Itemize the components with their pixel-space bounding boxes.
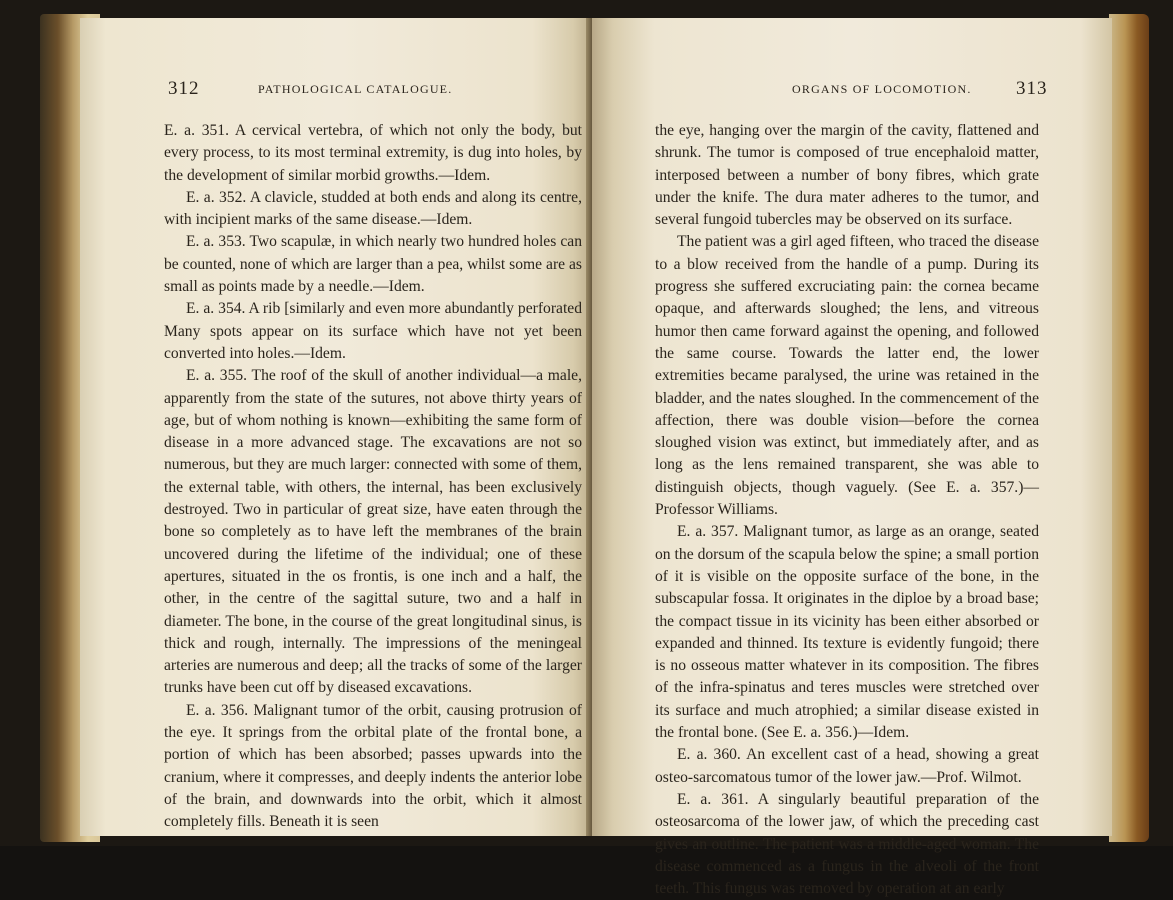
right-running-head: [592, 78, 1112, 102]
left-body-text: [164, 120, 582, 834]
left-page: [80, 18, 594, 836]
paragraph-357: E. a. 357. Malignant tumor, as large as an orange, seated on the dorsum of the scapula below the spine; a small portion of it is visible on the opposite surface of the bone, in the subscapular fossa. It originates in the diploe by a broad base; the compact tissue in its vicinity has been either absorbed or expanded and thinned. Its texture is evidently fungoid; there is no osseous matter whatever in its composition. The fibres of the infra-spinatus and teres muscles were stretched over its surface and much atrophied; a similar disease existed in the frontal bone. (See E. a. 356.)—Idem.: [655, 523, 1039, 742]
paragraph-355: E. a. 355. The roof of the skull of another individual—a male, apparently from the state of the sutures, not above thirty years of age, but of whom nothing is known—exhibiting the same form of disease in a more advanced stage. The excavations are not so numerous, but they are much larger: connected with some of them, the external table, with others, the internal, has been exclusively destroyed. Two in particular of great size, have eaten through the bone so completely as to have left the membranes of the brain uncovered during the lifetime of the individual; one of these apertures, situated in the os frontis, is one inch and a half, the other, in the centre of the sagittal suture, two and a half in diameter. The bone, in the course of the great longitudinal sinus, is thick and rough, internally. The impressions of the meningeal arteries are numerous and deep; all the tracks of some of the larger trunks have been cut off by diseased excavations.: [164, 367, 582, 697]
paragraph-354: E. a. 354. A rib [similarly and even more abundantly perforated Many spots appear on its surface which have not yet been converted into holes.—Idem.: [164, 300, 582, 362]
paragraph-356: E. a. 356. Malignant tumor of the orbit, causing protrusion of the eye. It springs from the orbital plate of the frontal bone, a portion of which has been absorbed; passes upwards into the cranium, where it compresses, and deeply indents the anterior lobe of the brain, and downwards into the orbit, which it almost completely fills. Beneath it is seen: [164, 701, 582, 831]
paragraph-356-continued: the eye, hanging over the margin of the cavity, flattened and shrunk. The tumor is composed of true encephaloid matter, interposed between a number of bony fibres, which grate under the knife. The dura mater adheres to the tumor, and several fungoid tubercles may be observed on its surface.: [655, 122, 1039, 229]
paragraph-361: E. a. 361. A singularly beautiful preparation of the osteosarcoma of the lower jaw, of which the preceding cast gives an outline. The patient was a middle-aged woman. The disease commenced as a fungus in the alveoli of the front teeth. This fungus was removed by operation at an early: [655, 790, 1039, 898]
right-page: [592, 18, 1112, 898]
left-running-title: PATHOLOGICAL CATALOGUE.: [258, 82, 453, 96]
paragraph-351: E. a. 351. A cervical vertebra, of which not only the body, but every process, to its most terminal extremity, is dug into holes, by the development of similar morbid growths.—Idem.: [164, 122, 582, 184]
left-running-head: [80, 78, 594, 102]
left-page-number: 312: [168, 78, 200, 99]
paragraph-353: E. a. 353. Two scapulæ, in which nearly two hundred holes can be counted, none of which are larger than a pea, whilst some are as small as points made by a needle.—Idem.: [164, 233, 582, 296]
right-cover-edge: [1109, 14, 1149, 842]
paragraph-352: E. a. 352. A clavicle, studded at both ends and along its centre, with incipient marks of the same disease.—Idem.: [164, 188, 582, 229]
right-page-number: 313: [1016, 78, 1048, 99]
right-running-title: ORGANS OF LOCOMOTION.: [792, 82, 972, 96]
right-body-text: [655, 120, 1039, 900]
paragraph-patient-history: The patient was a girl aged fifteen, who traced the disease to a blow received from the handle of a pump. During its progress she suffered excruciating pain: the cornea became opaque, and afterwards sloughed; the lens, and vitreous humor then came forward against the opening, and followed the same course. Towards the latter end, the lower extremities became paralysed, the urine was retained in the bladder, and the nates sloughed. In the commencement of the affection, there was double vision—before the cornea sloughed vision was extinct, but immediately after, and as long as the lens remained transparent, she was able to distinguish objects, though vaguely. (See E. a. 357.)—Professor Williams.: [655, 233, 1039, 519]
paragraph-360: E. a. 360. An excellent cast of a head, showing a great osteo-sarcomatous tumor of the lower jaw.—Prof. Wilmot.: [655, 746, 1039, 786]
